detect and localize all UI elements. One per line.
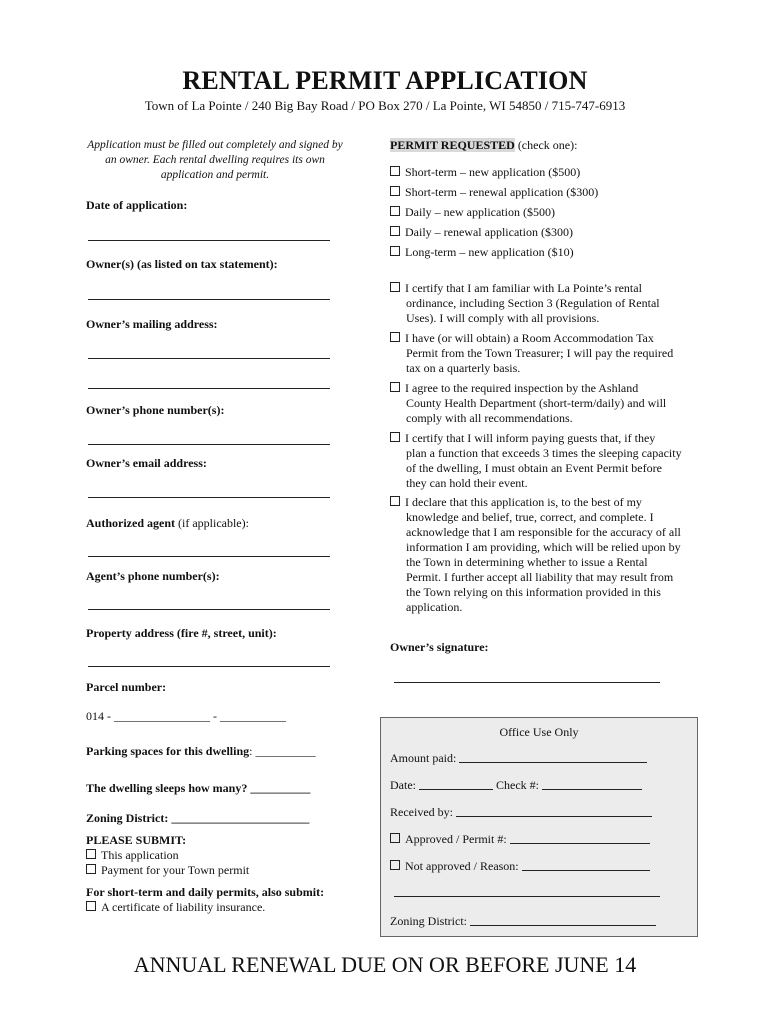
instructions: Application must be filled out completely and signed by an owner. Each rental dwelling requires its own application and permit. <box>87 139 343 181</box>
cert-declaration[interactable]: I declare that this application is, to the best of my knowledge and belief, true, correct, and complete. I acknowledge that I am responsible for the accuracy of all information I am providing, which will be relied upon by the Town in determining whether to issue a Rental Permit. I further accept all liability that may result from the Town relying on this information provided in this application. <box>390 495 682 615</box>
checkbox[interactable] <box>390 332 400 342</box>
renewal-notice: ANNUAL RENEWAL DUE ON OR BEFORE JUNE 14 <box>133 952 637 977</box>
parcel-label: Parcel number: <box>86 680 167 694</box>
checkbox[interactable] <box>390 833 400 843</box>
checkbox[interactable] <box>86 901 96 911</box>
email-label: Owner’s email address: <box>86 456 207 470</box>
office-use-box <box>380 717 698 937</box>
office-zoning-field[interactable]: Zoning District: <box>390 914 656 929</box>
cert-familiar-ordinance[interactable]: I certify that I am familiar with La Pointe’s rental ordinance, including Section 3 (Regulation of Rental Uses). I will comply with all provisions. <box>390 281 682 326</box>
submit-heading: PLEASE SUBMIT: <box>86 833 187 847</box>
agent-label: Authorized agent (if applicable): <box>86 516 249 530</box>
date-check-field[interactable]: Date: Check #: <box>390 778 642 793</box>
cert-room-tax[interactable]: I have (or will obtain) a Room Accommodation Tax Permit from the Town Treasurer; I will pay the required tax on a quarterly basis. <box>390 331 682 376</box>
submit-item-payment[interactable]: Payment for your Town permit <box>86 863 249 878</box>
submit-item-insurance[interactable]: A certificate of liability insurance. <box>86 900 265 915</box>
office-use-title: Office Use Only <box>499 725 579 739</box>
permit-option-daily-renewal[interactable]: Daily – renewal application ($300) <box>390 225 573 240</box>
not-approved-field[interactable]: Not approved / Reason: <box>390 859 650 874</box>
checkbox[interactable] <box>390 206 400 216</box>
phone-label: Owner’s phone number(s): <box>86 403 225 417</box>
parking-field[interactable]: Parking spaces for this dwelling: __________ <box>86 744 316 758</box>
email-field[interactable] <box>88 497 330 498</box>
property-field[interactable] <box>88 666 330 667</box>
reason-line[interactable] <box>394 896 660 897</box>
checkbox[interactable] <box>390 166 400 176</box>
checkbox[interactable] <box>86 864 96 874</box>
checkbox[interactable] <box>390 186 400 196</box>
date-field[interactable] <box>88 240 330 241</box>
permit-option-short-new[interactable]: Short-term – new application ($500) <box>390 165 580 180</box>
checkbox[interactable] <box>390 432 400 442</box>
date-label: Date of application: <box>86 198 188 212</box>
permit-option-long-new[interactable]: Long-term – new application ($10) <box>390 245 574 260</box>
sleeps-field[interactable]: The dwelling sleeps how many? __________ <box>86 781 311 795</box>
checkbox[interactable] <box>86 849 96 859</box>
agent-field[interactable] <box>88 556 330 557</box>
owners-label: Owner(s) (as listed on tax statement): <box>86 257 278 271</box>
signature-label: Owner’s signature: <box>390 640 489 654</box>
checkbox[interactable] <box>390 382 400 392</box>
checkbox[interactable] <box>390 282 400 292</box>
parcel-field[interactable]: 014 - ________________ - ___________ <box>86 709 286 723</box>
agent-phone-field[interactable] <box>88 609 330 610</box>
mailing-field-2[interactable] <box>88 388 330 389</box>
checkbox[interactable] <box>390 246 400 256</box>
agent-phone-label: Agent’s phone number(s): <box>86 569 220 583</box>
owners-field[interactable] <box>88 299 330 300</box>
approved-field[interactable]: Approved / Permit #: <box>390 832 650 847</box>
permit-heading: PERMIT REQUESTED (check one): <box>390 138 578 152</box>
permit-option-daily-new[interactable]: Daily – new application ($500) <box>390 205 555 220</box>
cert-inspection[interactable]: I agree to the required inspection by the Ashland County Health Department (short-term/daily) and will comply with all recommendations. <box>390 381 682 426</box>
town-address: Town of La Pointe / 240 Big Bay Road / PO Box 270 / La Pointe, WI 54850 / 715-747-6913 <box>144 98 626 113</box>
checkbox[interactable] <box>390 226 400 236</box>
mailing-field-1[interactable] <box>88 358 330 359</box>
cert-event-permit[interactable]: I certify that I will inform paying guests that, if they plan a function that exceeds 3 times the sleeping capacity of the dwelling, I must obtain an Event Permit before they can hold their event. <box>390 431 682 491</box>
page-title: RENTAL PERMIT APPLICATION <box>182 66 588 95</box>
amount-paid-field[interactable]: Amount paid: <box>390 751 647 766</box>
mailing-label: Owner’s mailing address: <box>86 317 218 331</box>
property-label: Property address (fire #, street, unit): <box>86 626 277 640</box>
signature-field[interactable] <box>394 682 660 683</box>
checkbox[interactable] <box>390 496 400 506</box>
also-submit-heading: For short-term and daily permits, also submit: <box>86 885 325 899</box>
submit-item-application[interactable]: This application <box>86 848 179 863</box>
received-by-field[interactable]: Received by: <box>390 805 652 820</box>
phone-field[interactable] <box>88 444 330 445</box>
checkbox[interactable] <box>390 860 400 870</box>
zoning-field[interactable]: Zoning District: _______________________ <box>86 811 310 825</box>
permit-option-short-renewal[interactable]: Short-term – renewal application ($300) <box>390 185 598 200</box>
